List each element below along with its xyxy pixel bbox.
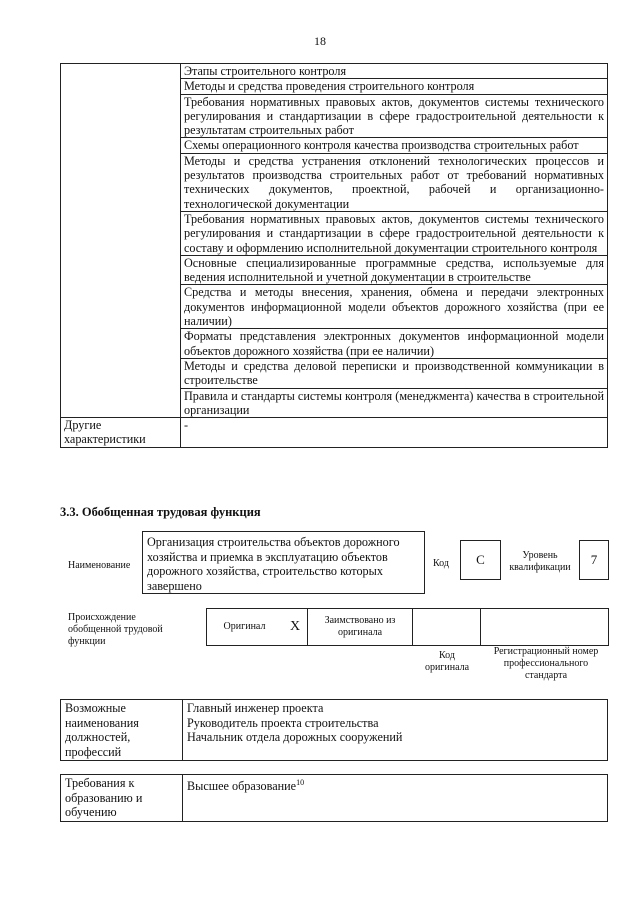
table-row — [61, 64, 608, 79]
table-row — [61, 775, 608, 822]
knowledge-item: Требования нормативных правовых актов, документов системы технического регулирования и стандартизации в сфере градостроительной деятельности к результатам строительных работ — [181, 94, 608, 138]
knowledge-table — [60, 63, 608, 448]
knowledge-label-cell — [61, 64, 181, 418]
position-item: Начальник отдела дорожных сооружений — [187, 730, 403, 744]
footnote-marker: 10 — [296, 778, 305, 787]
code-original-caption: Код оригинала — [424, 650, 470, 673]
positions-table — [60, 699, 608, 761]
page-number: 18 — [314, 34, 326, 48]
education-values — [183, 775, 608, 822]
original-mark: X — [289, 619, 301, 634]
original-label: Оригинал — [223, 621, 266, 632]
code-value: C — [460, 540, 501, 580]
name-label: Наименование — [68, 560, 131, 571]
knowledge-item: Требования нормативных правовых актов, документов системы технического регулирования и стандартизации в сфере градостроительной деятельности к составу и оформлению исполнительной документации строительного контроля — [181, 211, 608, 255]
knowledge-item: Основные специализированные программные средства, используемые для ведения исполнительной и учетной документации в строительстве — [181, 255, 608, 285]
code-label: Код — [433, 558, 449, 569]
function-name-value: Организация строительства объектов дорожного хозяйства и приемка в эксплуатацию объектов дорожного хозяйства, строительство которых завершено — [142, 531, 425, 594]
knowledge-item: Форматы представления электронных документов информационной модели объектов дорожного хозяйства (при ее наличии) — [181, 329, 608, 359]
education-label: Требования к образованию и обучению — [61, 775, 183, 822]
section-heading: 3.3. Обобщенная трудовая функция — [60, 505, 261, 519]
other-characteristics-label: Другие характеристики — [61, 418, 181, 448]
knowledge-item: Схемы операционного контроля качества производства строительных работ — [181, 138, 608, 153]
origin-divider — [480, 608, 481, 646]
level-value: 7 — [579, 540, 609, 580]
education-table — [60, 774, 608, 822]
education-value: Высшее образование — [187, 779, 297, 794]
other-characteristics-value: - — [181, 418, 608, 448]
origin-divider — [412, 608, 413, 646]
knowledge-item: Методы и средства деловой переписки и производственной коммуникации в строительстве — [181, 358, 608, 388]
origin-label: Происхождение обобщенной трудовой функции — [68, 612, 163, 647]
knowledge-item: Средства и методы внесения, хранения, обмена и передачи электронных документов информационной модели объектов дорожного хозяйства (при ее наличии) — [181, 285, 608, 329]
table-row — [61, 418, 608, 448]
knowledge-item: Этапы строительного контроля — [181, 64, 608, 79]
positions-values — [183, 700, 608, 761]
borrowed-label: Заимствовано из оригинала — [324, 615, 396, 638]
table-row — [61, 700, 608, 761]
registration-number-caption: Регистрационный номер профессионального стандарта — [493, 646, 599, 681]
knowledge-item: Методы и средства устранения отклонений технологических процессов и результатов производства строительных работ от требований нормативных технических документов, проектной, рабочей и организационно-технологической документации — [181, 153, 608, 211]
level-label: Уровень квалификации — [509, 550, 571, 573]
knowledge-item: Методы и средства проведения строительного контроля — [181, 79, 608, 94]
position-item: Руководитель проекта строительства — [187, 715, 379, 730]
position-item: Главный инженер проекта — [187, 701, 324, 715]
positions-label: Возможные наименования должностей, профессий — [61, 700, 183, 761]
knowledge-item: Правила и стандарты системы контроля (менеджмента) качества в строительной организации — [181, 388, 608, 418]
